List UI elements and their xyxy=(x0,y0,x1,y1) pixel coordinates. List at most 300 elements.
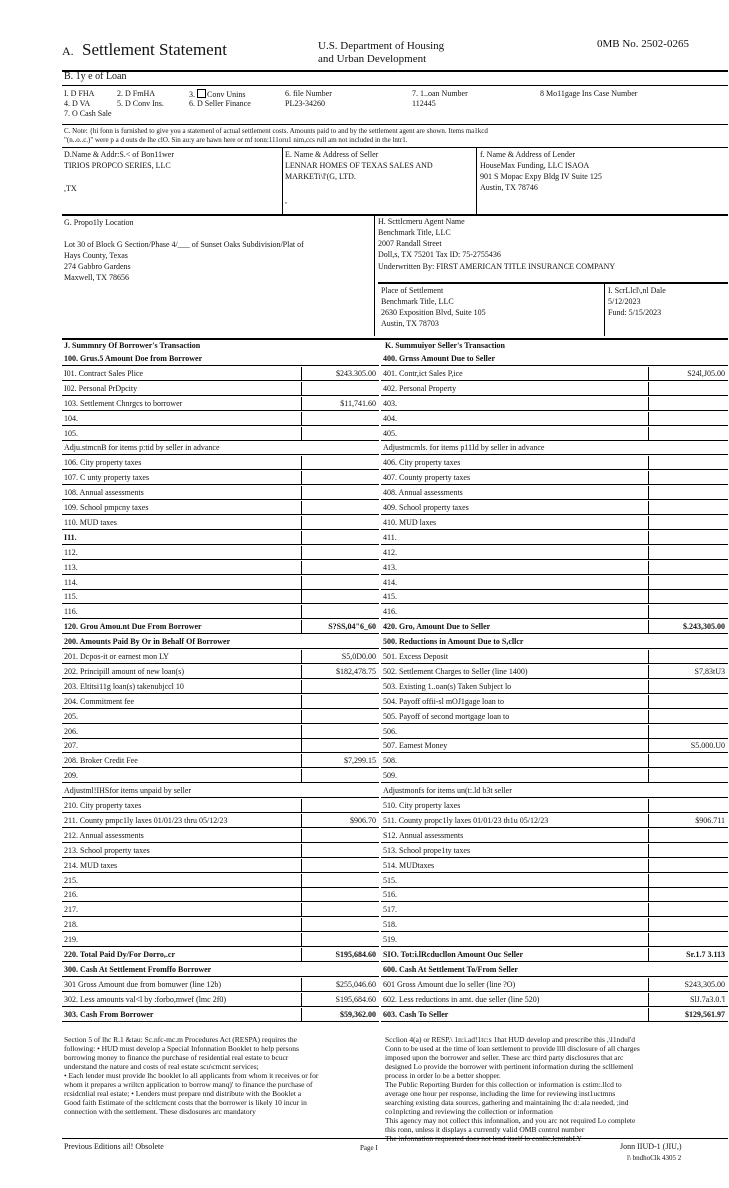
borrower-row-amount: $59,362.00 xyxy=(340,1009,376,1019)
loan-type-heading: B. 1y e of Loan xyxy=(64,71,127,82)
seller-row-label: 411. xyxy=(383,532,397,542)
column-divider xyxy=(301,561,302,575)
column-divider xyxy=(301,486,302,500)
property-line1: Lot 30 of Block G Section/Phase 4/___ of Sunset Oaks Subdivision/Plat of xyxy=(64,240,304,249)
seller-row-label: 509. xyxy=(383,771,397,781)
seller-row xyxy=(381,516,728,530)
borrower-row xyxy=(62,844,379,858)
column-divider xyxy=(301,844,302,858)
borrower-row xyxy=(62,605,379,619)
seller-row xyxy=(381,695,728,709)
footnote-right-line: designed Lo provide the borrower with pertinent information during the sclllemenl xyxy=(385,1062,634,1071)
borrower-row-label: 212. Annual assessments xyxy=(64,830,144,840)
borrower-row xyxy=(62,769,379,783)
divider xyxy=(282,147,283,214)
column-divider xyxy=(648,456,649,470)
borrower-row-label: 201. Dcpos-it or earnest mon LY xyxy=(64,652,169,661)
footnote-left-line: connection with the settlement. These disdosures arc mandatory xyxy=(64,1107,256,1116)
borrower-row-label: 215. xyxy=(64,875,78,885)
column-divider xyxy=(648,874,649,888)
seller-row-label: Adjustmcmls. for items p11Id by seller in advance xyxy=(383,443,545,453)
column-divider xyxy=(301,859,302,873)
borrower-row xyxy=(62,754,379,768)
borrower-row xyxy=(62,650,379,664)
footnote-right-line: searching existing data sources, gathering and maintaining lhc d:.ala needed, ;ind xyxy=(385,1098,629,1107)
borrower-row xyxy=(62,427,379,441)
file-number-label: 6. file Number xyxy=(285,89,332,98)
column-divider xyxy=(301,412,302,426)
seller-row-label: 405. xyxy=(383,428,397,438)
borrower-row-label: 300. Cash At Settlement Fromffo Borrower xyxy=(64,964,212,974)
seller-row xyxy=(381,739,728,753)
borrower-row-label: Adju.stmcnB for items p:tid by seller in advance xyxy=(64,443,220,453)
column-divider xyxy=(648,888,649,902)
borrower-row xyxy=(62,725,379,739)
seller-row-label: 400. Grnss Amount Due to Seller xyxy=(383,354,495,363)
loan-number-label: 7. 1..oan Number xyxy=(412,89,468,98)
seller-row xyxy=(381,531,728,545)
seller-row xyxy=(381,948,728,962)
column-divider xyxy=(648,650,649,664)
seller-row-amount: S243,305.00 xyxy=(684,979,725,989)
borrower-row-label: 202. Principill amount of new loan(s) xyxy=(64,666,184,676)
lender-line1: HouseMax Funding, LLC ISAOA xyxy=(480,161,590,170)
seller-row-label: 416. xyxy=(383,607,397,617)
borrower-row-label: 120. Grou Amou.nt Due From Borrower xyxy=(64,622,202,632)
place-line3: Austin, TX 78703 xyxy=(381,319,439,328)
page-title: Settlement Statement xyxy=(82,40,227,59)
borrower-row xyxy=(62,874,379,888)
borrower-row xyxy=(62,903,379,917)
seller-row xyxy=(381,888,728,902)
column-divider xyxy=(648,590,649,604)
borrower-row-label: 217. xyxy=(64,905,78,915)
place-label: Place of Settlement xyxy=(381,286,444,295)
column-divider xyxy=(301,590,302,604)
seller-row xyxy=(381,680,728,694)
borrower-row-label: 303. Cash From Borrower xyxy=(64,1009,154,1019)
loan-opt-7: 7. O Cash Sale xyxy=(64,109,112,118)
column-divider xyxy=(301,397,302,411)
borrower-row xyxy=(62,590,379,604)
borrower-row-label: 214. MUD taxes xyxy=(64,860,118,870)
borrower-row-label: 209. xyxy=(64,771,78,781)
divider xyxy=(378,282,728,284)
column-divider xyxy=(648,859,649,873)
seller-row xyxy=(381,486,728,500)
borrower-row xyxy=(62,412,379,426)
seller-row-label: 414. xyxy=(383,577,397,587)
column-divider xyxy=(301,382,302,396)
seller-row-label: 407. County property taxes xyxy=(383,473,471,483)
footnote-left-line: Section 5 of lhc R.1 &tau: Sc.nfc-mc.m Procedures Act (RESPA) requires the xyxy=(64,1035,298,1044)
borrower-row xyxy=(62,382,379,396)
seller-row-label: 420. Gro, Amount Due to Seller xyxy=(383,622,491,632)
column-divider xyxy=(301,531,302,545)
column-divider xyxy=(301,1008,302,1022)
seller-row-label: 404. xyxy=(383,413,397,423)
seller-row-label: 515. xyxy=(383,875,397,885)
seller-row xyxy=(381,933,728,947)
seller-row-label: 518. xyxy=(383,920,397,930)
seller-row-label: 510. City property laxes xyxy=(383,801,461,810)
seller-row-amount: Sr.1.7 3.113 xyxy=(686,950,725,959)
seller-row-amount: $129,561.97 xyxy=(685,1009,725,1019)
column-divider xyxy=(301,993,302,1007)
seller-line2: MARKETi\l'(G, LTD. xyxy=(285,172,356,181)
borrower-row-label: 301 Gross Amount due from bomuwer (line 12b) xyxy=(64,979,222,989)
borrower-row xyxy=(62,576,379,590)
seller-row-label: 517. xyxy=(383,905,397,915)
fund-date: Fund: 5/15/2023 xyxy=(608,308,662,317)
footnote-left-line: whom it prepares a wriltcn application to borrow manq)' to finance the purchase of xyxy=(64,1080,313,1089)
omb-number: 0MB No. 2502-0265 xyxy=(597,38,689,50)
borrower-row xyxy=(62,888,379,902)
seller-row xyxy=(381,874,728,888)
seller-row-label: 502. Settlement Charges to Seller (line 1400) xyxy=(383,666,528,676)
borrower-row xyxy=(62,814,379,828)
column-divider xyxy=(648,1008,649,1022)
dept-line2: and Urban Development xyxy=(318,53,427,65)
footnote-right-line: The infonnation requested does not lend itself lo conlic.lcntiabLY xyxy=(385,1134,582,1143)
seller-row-label: S12. Annual assessments xyxy=(383,830,464,840)
settlement-date: 5/12/2023 xyxy=(608,297,641,306)
footnote-right xyxy=(385,1035,725,1143)
note-line1: C. Note: {hi fonn is furnished to give you a statemenl of actual settlement costs. Amounts paid to and by the settlement agent are shown. Items ma1kcd xyxy=(64,127,488,135)
borrower-row xyxy=(62,561,379,575)
column-divider xyxy=(301,695,302,709)
borrower-row xyxy=(62,397,379,411)
seller-row-label: 412. xyxy=(383,547,397,557)
seller-row xyxy=(381,993,728,1007)
footnote-right-line: Scclion 4(a) or RESP,\ 1n:i.ad!1tc:s 1hat HUD develop and prescribe this ,\l1ndul'd xyxy=(385,1035,636,1044)
agent-line2: 2007 Randall Street xyxy=(378,239,442,248)
borrower-row-label: 219. xyxy=(64,935,78,945)
seller-row xyxy=(381,412,728,426)
column-divider xyxy=(301,903,302,917)
borrower-row xyxy=(62,933,379,947)
borrower-row xyxy=(62,918,379,932)
borrower-row xyxy=(62,978,379,992)
seller-row xyxy=(381,576,728,590)
borrower-row xyxy=(62,516,379,530)
place-line1: Benchmark Title, LLC xyxy=(381,297,454,306)
borrower-row-label: I11. xyxy=(64,532,77,542)
borrower-row-label: 100. Grus.5 Amount Doe from Borrower xyxy=(64,354,203,363)
footnote-right-line: process in order lo be a better shopper. xyxy=(385,1071,501,1080)
column-divider xyxy=(648,397,649,411)
column-divider xyxy=(301,739,302,753)
column-divider xyxy=(301,874,302,888)
borrower-row xyxy=(62,680,379,694)
seller-label: E. Name & Address of Seller xyxy=(285,150,379,159)
column-divider xyxy=(648,814,649,828)
borrower-row xyxy=(62,441,379,455)
form-id: Jonn IIUD-1 (JIU,) xyxy=(620,1142,682,1151)
seller-row-label: 508. xyxy=(383,756,397,766)
page-number: Page I xyxy=(360,1144,378,1152)
seller-summary-heading: K. Summuiyor Seller's Transaction xyxy=(385,341,506,350)
seller-row-label: 401. Contr,ict Sales P,ice xyxy=(383,368,463,378)
borrower-row-amount: $11,741.60 xyxy=(340,398,376,408)
property-line3: 274 Gabbro Gardens xyxy=(64,262,131,271)
borrower-row-amount: $243.305.00 xyxy=(336,368,376,378)
column-divider xyxy=(301,650,302,664)
column-divider xyxy=(648,605,649,619)
seller-row-amount: SlJ.7a3.0.'l xyxy=(690,994,725,1004)
borrower-row-label: 216. xyxy=(64,890,78,900)
column-divider xyxy=(301,620,302,634)
column-divider xyxy=(301,918,302,932)
seller-row-label: 410. MUD laxes xyxy=(383,517,437,527)
seller-row xyxy=(381,725,728,739)
seller-row-label: 506. xyxy=(383,726,397,736)
column-divider xyxy=(648,516,649,530)
seller-row-label: 501. Excess Deposit xyxy=(383,652,449,661)
seller-row xyxy=(381,367,728,381)
seller-row xyxy=(381,605,728,619)
seller-row xyxy=(381,352,728,366)
column-divider xyxy=(301,948,302,962)
seller-row-label: 500. Reductions in Amount Due to S,cllcr xyxy=(383,637,524,647)
column-divider xyxy=(648,471,649,485)
seller-row xyxy=(381,903,728,917)
borrower-row-label: 113. xyxy=(64,562,78,572)
column-divider xyxy=(648,933,649,947)
agent-line1: Benchmark Title, LLC xyxy=(378,228,451,237)
borrower-row xyxy=(62,546,379,560)
seller-row-label: 507. Eamest Money xyxy=(383,741,448,751)
mortgage-ins-label: 8 Mo11gage Ins Case Number xyxy=(540,89,638,98)
column-divider xyxy=(648,739,649,753)
borrower-row-label: 110. MUD taxes xyxy=(64,517,117,527)
borrower-row xyxy=(62,635,379,649)
seller-row xyxy=(381,829,728,843)
seller-row-label: 603. Cash To Seller xyxy=(383,1009,449,1019)
column-divider xyxy=(301,978,302,992)
seller-row-amount: S5.000.U0 xyxy=(690,741,725,751)
seller-row-label: 511. County propc1ly laxes 01/01/23 th1u 05/12/23 xyxy=(383,815,549,825)
seller-row xyxy=(381,650,728,664)
borrower-row-amount: S5,0D0.00 xyxy=(341,652,376,661)
column-divider xyxy=(648,710,649,724)
seller-row-amount: $906.711 xyxy=(695,815,725,825)
borrower-row-label: 104. xyxy=(64,413,78,423)
footnote-right-line: The Public Reporting Burden for this collection or information is cstim:.llcd to xyxy=(385,1080,622,1089)
borrower-row xyxy=(62,367,379,381)
borrower-row-label: 200. Amounts Paid By Or in Behalf Of Borrower xyxy=(64,637,231,647)
borrower-row xyxy=(62,784,379,798)
column-divider xyxy=(648,695,649,709)
seller-row-label: 601 Gross Amount due lo seller (line ?O) xyxy=(383,979,516,989)
column-divider xyxy=(301,546,302,560)
form-code: l\ bndhoClk 4305 2 xyxy=(627,1154,682,1162)
seller-row-label: 408. Annual assessments xyxy=(383,488,463,498)
footnote-right-line: this ronn, unless it displays a currently valid OMB control number xyxy=(385,1125,585,1134)
borrower-row-label: 218. xyxy=(64,920,78,930)
borrower-row-label: 112. xyxy=(64,547,78,557)
lender-label: f. Name & Address of Lender xyxy=(480,150,576,159)
seller-row xyxy=(381,471,728,485)
column-divider xyxy=(301,710,302,724)
seller-row xyxy=(381,546,728,560)
borrower-row-label: 106. City property taxes xyxy=(64,458,142,468)
loan-opt-2: 2. D FmHA xyxy=(117,89,156,98)
borrower-row-label: 114. xyxy=(64,577,78,587)
borrower-row xyxy=(62,948,379,962)
borrower-row-label: 109. School pmpcny taxes xyxy=(64,503,149,512)
borrower-row-amount: $255,046.60 xyxy=(336,979,376,989)
dept-line1: U.S. Department of Housing xyxy=(318,40,445,52)
borrower-row xyxy=(62,665,379,679)
borrower-row-label: 302. Less amounts val<l by :forbo,mwef (lmc 2f0) xyxy=(64,994,227,1004)
seller-row xyxy=(381,501,728,515)
seller-row-label: 504. Payoff offii-sl mOJ1gage loan to xyxy=(383,696,505,706)
column-divider xyxy=(648,754,649,768)
seller-row xyxy=(381,561,728,575)
column-divider xyxy=(301,725,302,739)
seller-row-label: 402. Personal Property xyxy=(383,383,457,393)
borrower-row xyxy=(62,486,379,500)
divider xyxy=(62,85,728,86)
seller-row xyxy=(381,441,728,455)
borrower-address: ,TX xyxy=(64,184,77,193)
borrower-row-amount: $182,478.75 xyxy=(336,666,376,676)
property-line2: Hays County, Texas xyxy=(64,251,128,260)
borrower-row xyxy=(62,829,379,843)
borrower-row-label: 220. Total Paid Dy/For Dorro,.cr xyxy=(64,950,176,959)
seller-row xyxy=(381,963,728,977)
column-divider xyxy=(648,769,649,783)
property-line4: Maxwell, TX 78656 xyxy=(64,273,129,282)
seller-row-label: 514. MUDtaxes xyxy=(383,860,435,870)
column-divider xyxy=(648,531,649,545)
column-divider xyxy=(301,501,302,515)
borrower-row-amount: S195,684.60 xyxy=(335,950,376,959)
seller-row xyxy=(381,456,728,470)
seller-row xyxy=(381,784,728,798)
loan-opt-6: 6. D Seller Finance xyxy=(189,99,251,108)
column-divider xyxy=(301,933,302,947)
divider xyxy=(62,338,728,340)
loan-number-value: 112445 xyxy=(412,99,436,108)
seller-row xyxy=(381,978,728,992)
borrower-row xyxy=(62,501,379,515)
column-divider xyxy=(301,829,302,843)
seller-row xyxy=(381,590,728,604)
borrower-row-label: I02. Personal PrDpcity xyxy=(64,383,138,393)
seller-row xyxy=(381,799,728,813)
column-divider xyxy=(648,918,649,932)
column-divider xyxy=(648,367,649,381)
column-divider xyxy=(301,367,302,381)
seller-row xyxy=(381,397,728,411)
seller-row-label: 409. School property taxes xyxy=(383,503,469,512)
seller-row-label: 519. xyxy=(383,935,397,945)
borrower-row-label: 116. xyxy=(64,607,78,617)
borrower-row xyxy=(62,963,379,977)
borrower-row-label: 211. County pmpc1ly laxes 01/01/23 thru 05/12/23 xyxy=(64,815,228,825)
column-divider xyxy=(301,516,302,530)
divider xyxy=(476,147,477,214)
column-divider xyxy=(648,948,649,962)
footnote-left-line: understand the nature and costs of real estate scu\cmcnt services; xyxy=(64,1062,259,1071)
seller-row-label: 505. Payoff of second mortgage loan to xyxy=(383,711,510,721)
checkbox-icon xyxy=(197,89,206,98)
borrower-row-label: 103. Settlement Chnrgcs to borrower xyxy=(64,398,183,408)
file-number-value: PL23-34260 xyxy=(285,99,325,108)
borrower-row-label: I01. Contract Sales Plice xyxy=(64,368,144,378)
column-divider xyxy=(301,471,302,485)
agent-line3: Doll,s, TX 75201 Tax ID: 75-2755436 xyxy=(378,250,501,259)
footnote-left-line: rcsidcnlial real estate; • Lenders must prepare nnd distribute with the Booklet a xyxy=(64,1089,302,1098)
borrower-row-amount: $906.70 xyxy=(350,815,376,825)
column-divider xyxy=(301,576,302,590)
seller-row-label: 600. Cash At Settlement To/From Seller xyxy=(383,964,518,974)
borrower-row-amount: S195,684.60 xyxy=(335,994,376,1004)
borrower-name: TIRIOS PROPCO SERIES, LLC xyxy=(64,161,171,170)
borrower-row xyxy=(62,739,379,753)
agent-line4: Underwritten By: FIRST AMERICAN TITLE INSURANCE COMPANY xyxy=(378,262,616,271)
borrower-row xyxy=(62,620,379,634)
column-divider xyxy=(301,799,302,813)
borrower-row xyxy=(62,799,379,813)
column-divider xyxy=(301,456,302,470)
seller-row-amount: $.243,305.00 xyxy=(683,622,725,632)
seller-row-label: 503. Existing 1..oan(s) Taken Subject lo xyxy=(383,681,512,691)
note-line2: "(n..o..c.)" were p a d outs de lhe clO. Sin au:y are hawn here or mf tonn:111oru1 nim,ccs rull am not included in the lntr1. xyxy=(64,136,408,144)
agent-label: H. Scttlcmeru Agent Name xyxy=(378,217,465,226)
column-divider xyxy=(648,903,649,917)
seller-row xyxy=(381,844,728,858)
seller-row-label: Adjustmonfs for items un(t:.ld b3t seller xyxy=(383,786,512,796)
loan-opt-4: 4. D VA xyxy=(64,99,91,108)
borrower-row xyxy=(62,531,379,545)
property-label: G. Propo1ly Location xyxy=(64,218,134,227)
seller-row xyxy=(381,635,728,649)
divider xyxy=(62,70,728,72)
column-divider xyxy=(648,680,649,694)
loan-opt-3-label: Conv Unins xyxy=(207,90,246,99)
footer-left: Previous Editions ail! Obsolete xyxy=(64,1142,164,1151)
column-divider xyxy=(648,561,649,575)
footnote-left-line: following: • HUD must develop a Special Infonnation Booklet to help persons xyxy=(64,1044,299,1053)
column-divider xyxy=(301,754,302,768)
lender-line2: 901 S Mopac Expy Bldg IV Suite 125 xyxy=(480,172,602,181)
footnote-right-line: Conn to be used at the time of loan settlement to provide llll disclosure of all charges xyxy=(385,1044,640,1053)
seller-row xyxy=(381,769,728,783)
borrower-summary-heading: J. Summnry Of Borrower's Transaction xyxy=(64,341,201,350)
borrower-row-label: 108. Annual assessments xyxy=(64,488,144,498)
seller-row-label: 413. xyxy=(383,562,397,572)
borrower-row-label: 208. Broker Credit Fee xyxy=(64,756,138,766)
column-divider xyxy=(648,725,649,739)
column-divider xyxy=(648,844,649,858)
borrower-label: D.Name & Addr:S.< of Bon11wer xyxy=(64,150,174,159)
borrower-row-label: 205. xyxy=(64,711,78,721)
column-divider xyxy=(648,546,649,560)
seller-row-amount: S24l,J05.00 xyxy=(687,368,725,378)
borrower-row-label: 105. xyxy=(64,428,78,438)
divider xyxy=(62,147,728,148)
divider xyxy=(604,282,605,336)
footnote-left xyxy=(64,1035,376,1116)
footnote-left-line: Good faith Estimate of the scltlcmcnt costs that the borrower is likely 10 incur in xyxy=(64,1098,307,1107)
seller-row xyxy=(381,382,728,396)
footnote-right-line: This agency may not collect this infonnalion, and you arc not required Lo complete xyxy=(385,1116,636,1125)
seller-row xyxy=(381,665,728,679)
borrower-row-label: 206. xyxy=(64,726,78,736)
